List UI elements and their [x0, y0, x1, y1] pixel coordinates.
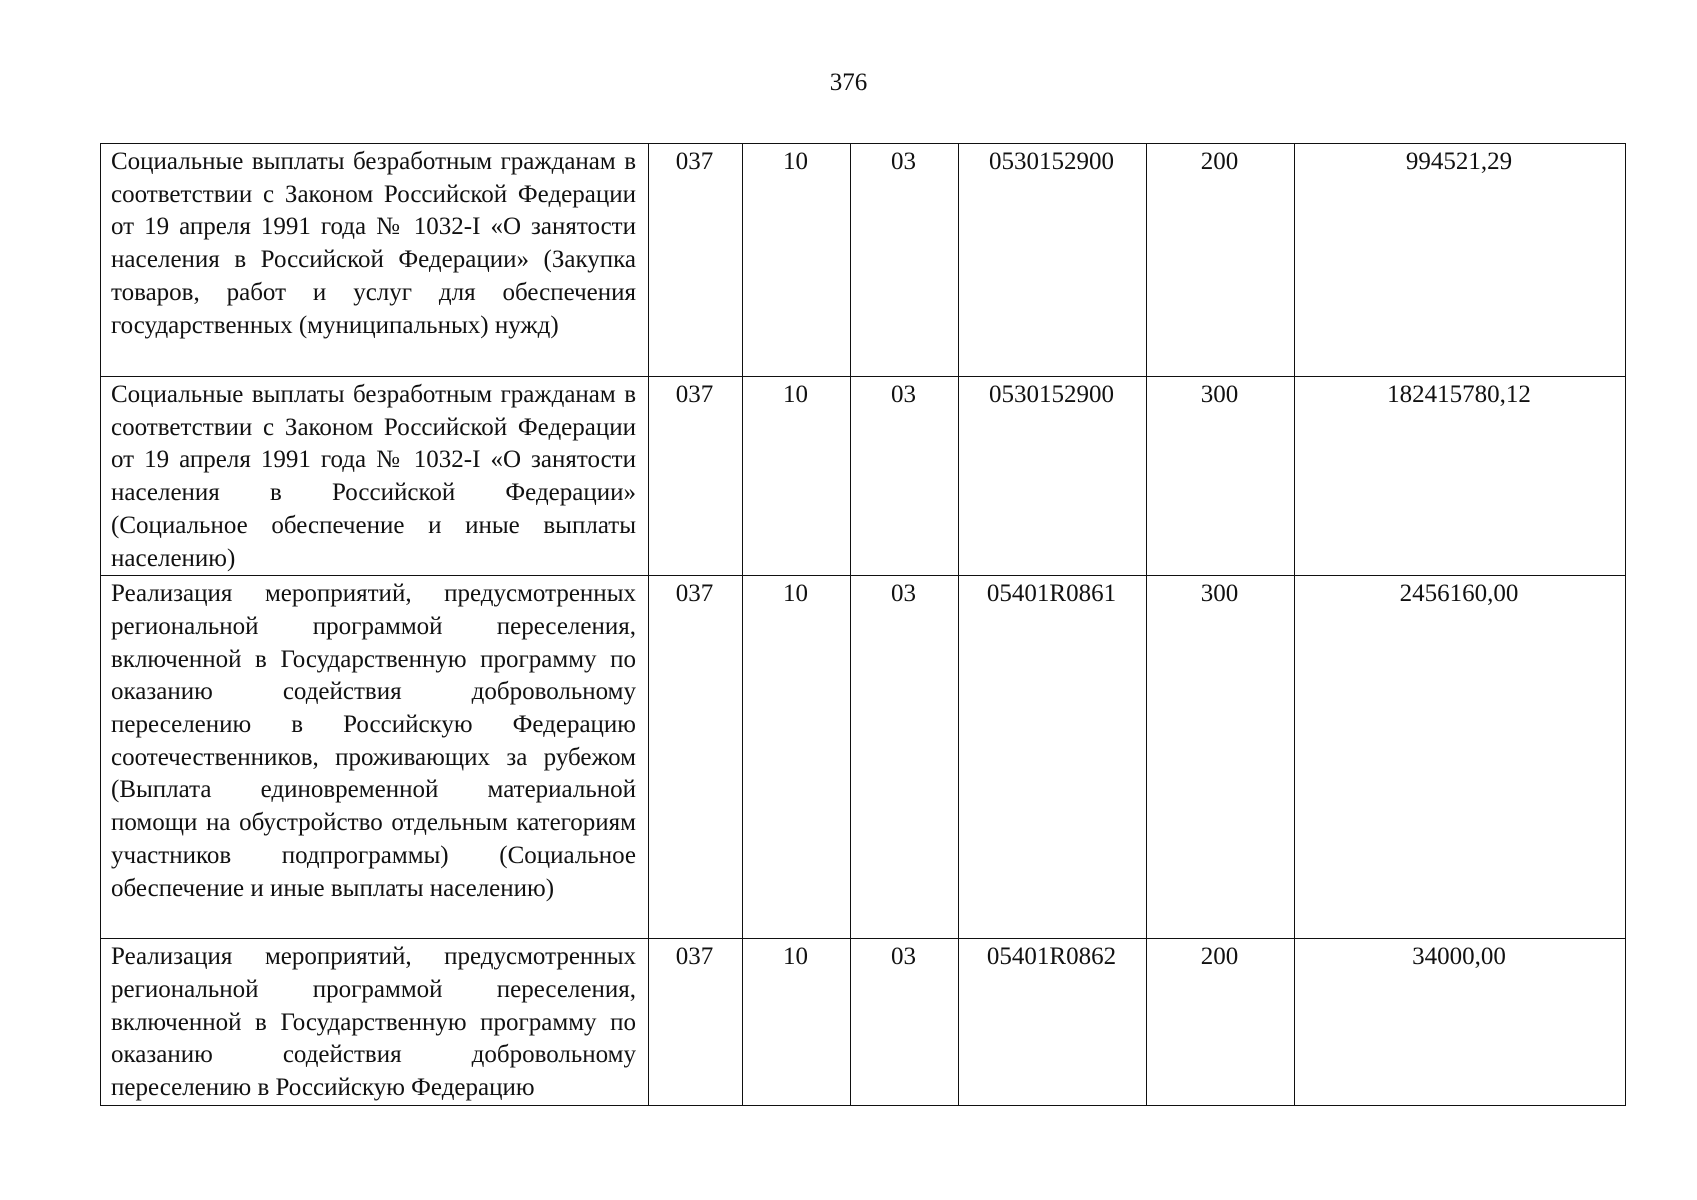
row-description: Социальные выплаты безработным гражданам в соответствии с Законом Российской Федерации от 19 апреля 1991 года № 1032-I «О занятости населения в Российской Федерации» (Социальное обеспечение и иные выплаты населению)	[101, 377, 649, 576]
amount: 182415780,12	[1295, 377, 1626, 576]
page-number: 376	[829, 69, 868, 96]
ministry-code: 037	[649, 576, 743, 939]
row-description: Реализация мероприятий, предусмотренных региональной программой переселения, включенной в Государственную программу по оказанию содействия добровольному переселению в Российскую Федерацию	[101, 939, 649, 1106]
amount: 2456160,00	[1295, 576, 1626, 939]
subsection-code: 03	[851, 377, 959, 576]
ministry-code: 037	[649, 939, 743, 1106]
expense-type-code: 200	[1147, 939, 1295, 1106]
target-article-code: 05401R0862	[959, 939, 1147, 1106]
subsection-code: 03	[851, 576, 959, 939]
table-row	[101, 576, 1626, 939]
ministry-code: 037	[649, 377, 743, 576]
section-code: 10	[743, 939, 851, 1106]
table-row	[101, 377, 1626, 576]
row-description: Реализация мероприятий, предусмотренных региональной программой переселения, включенной в Государственную программу по оказанию содействия добровольному переселению в Российскую Федерацию соотечественников, проживающих за рубежом (Выплата единовременной материальной помощи на обустройство отдельным категориям участников подпрограммы) (Социальное обеспечение и иные выплаты населению)	[101, 576, 649, 939]
table-row	[101, 144, 1626, 377]
section-code: 10	[743, 377, 851, 576]
row-description: Социальные выплаты безработным гражданам в соответствии с Законом Российской Федерации от 19 апреля 1991 года № 1032-I «О занятости населения в Российской Федерации» (Закупка товаров, работ и услуг для обеспечения государственных (муниципальных) нужд)	[101, 144, 649, 377]
subsection-code: 03	[851, 144, 959, 377]
expense-type-code: 300	[1147, 576, 1295, 939]
amount: 994521,29	[1295, 144, 1626, 377]
subsection-code: 03	[851, 939, 959, 1106]
section-code: 10	[743, 144, 851, 377]
ministry-code: 037	[649, 144, 743, 377]
expense-type-code: 300	[1147, 377, 1295, 576]
budget-table	[100, 143, 1626, 1106]
amount: 34000,00	[1295, 939, 1626, 1106]
target-article-code: 0530152900	[959, 144, 1147, 377]
target-article-code: 0530152900	[959, 377, 1147, 576]
target-article-code: 05401R0861	[959, 576, 1147, 939]
expense-type-code: 200	[1147, 144, 1295, 377]
section-code: 10	[743, 576, 851, 939]
table-row	[101, 939, 1626, 1106]
